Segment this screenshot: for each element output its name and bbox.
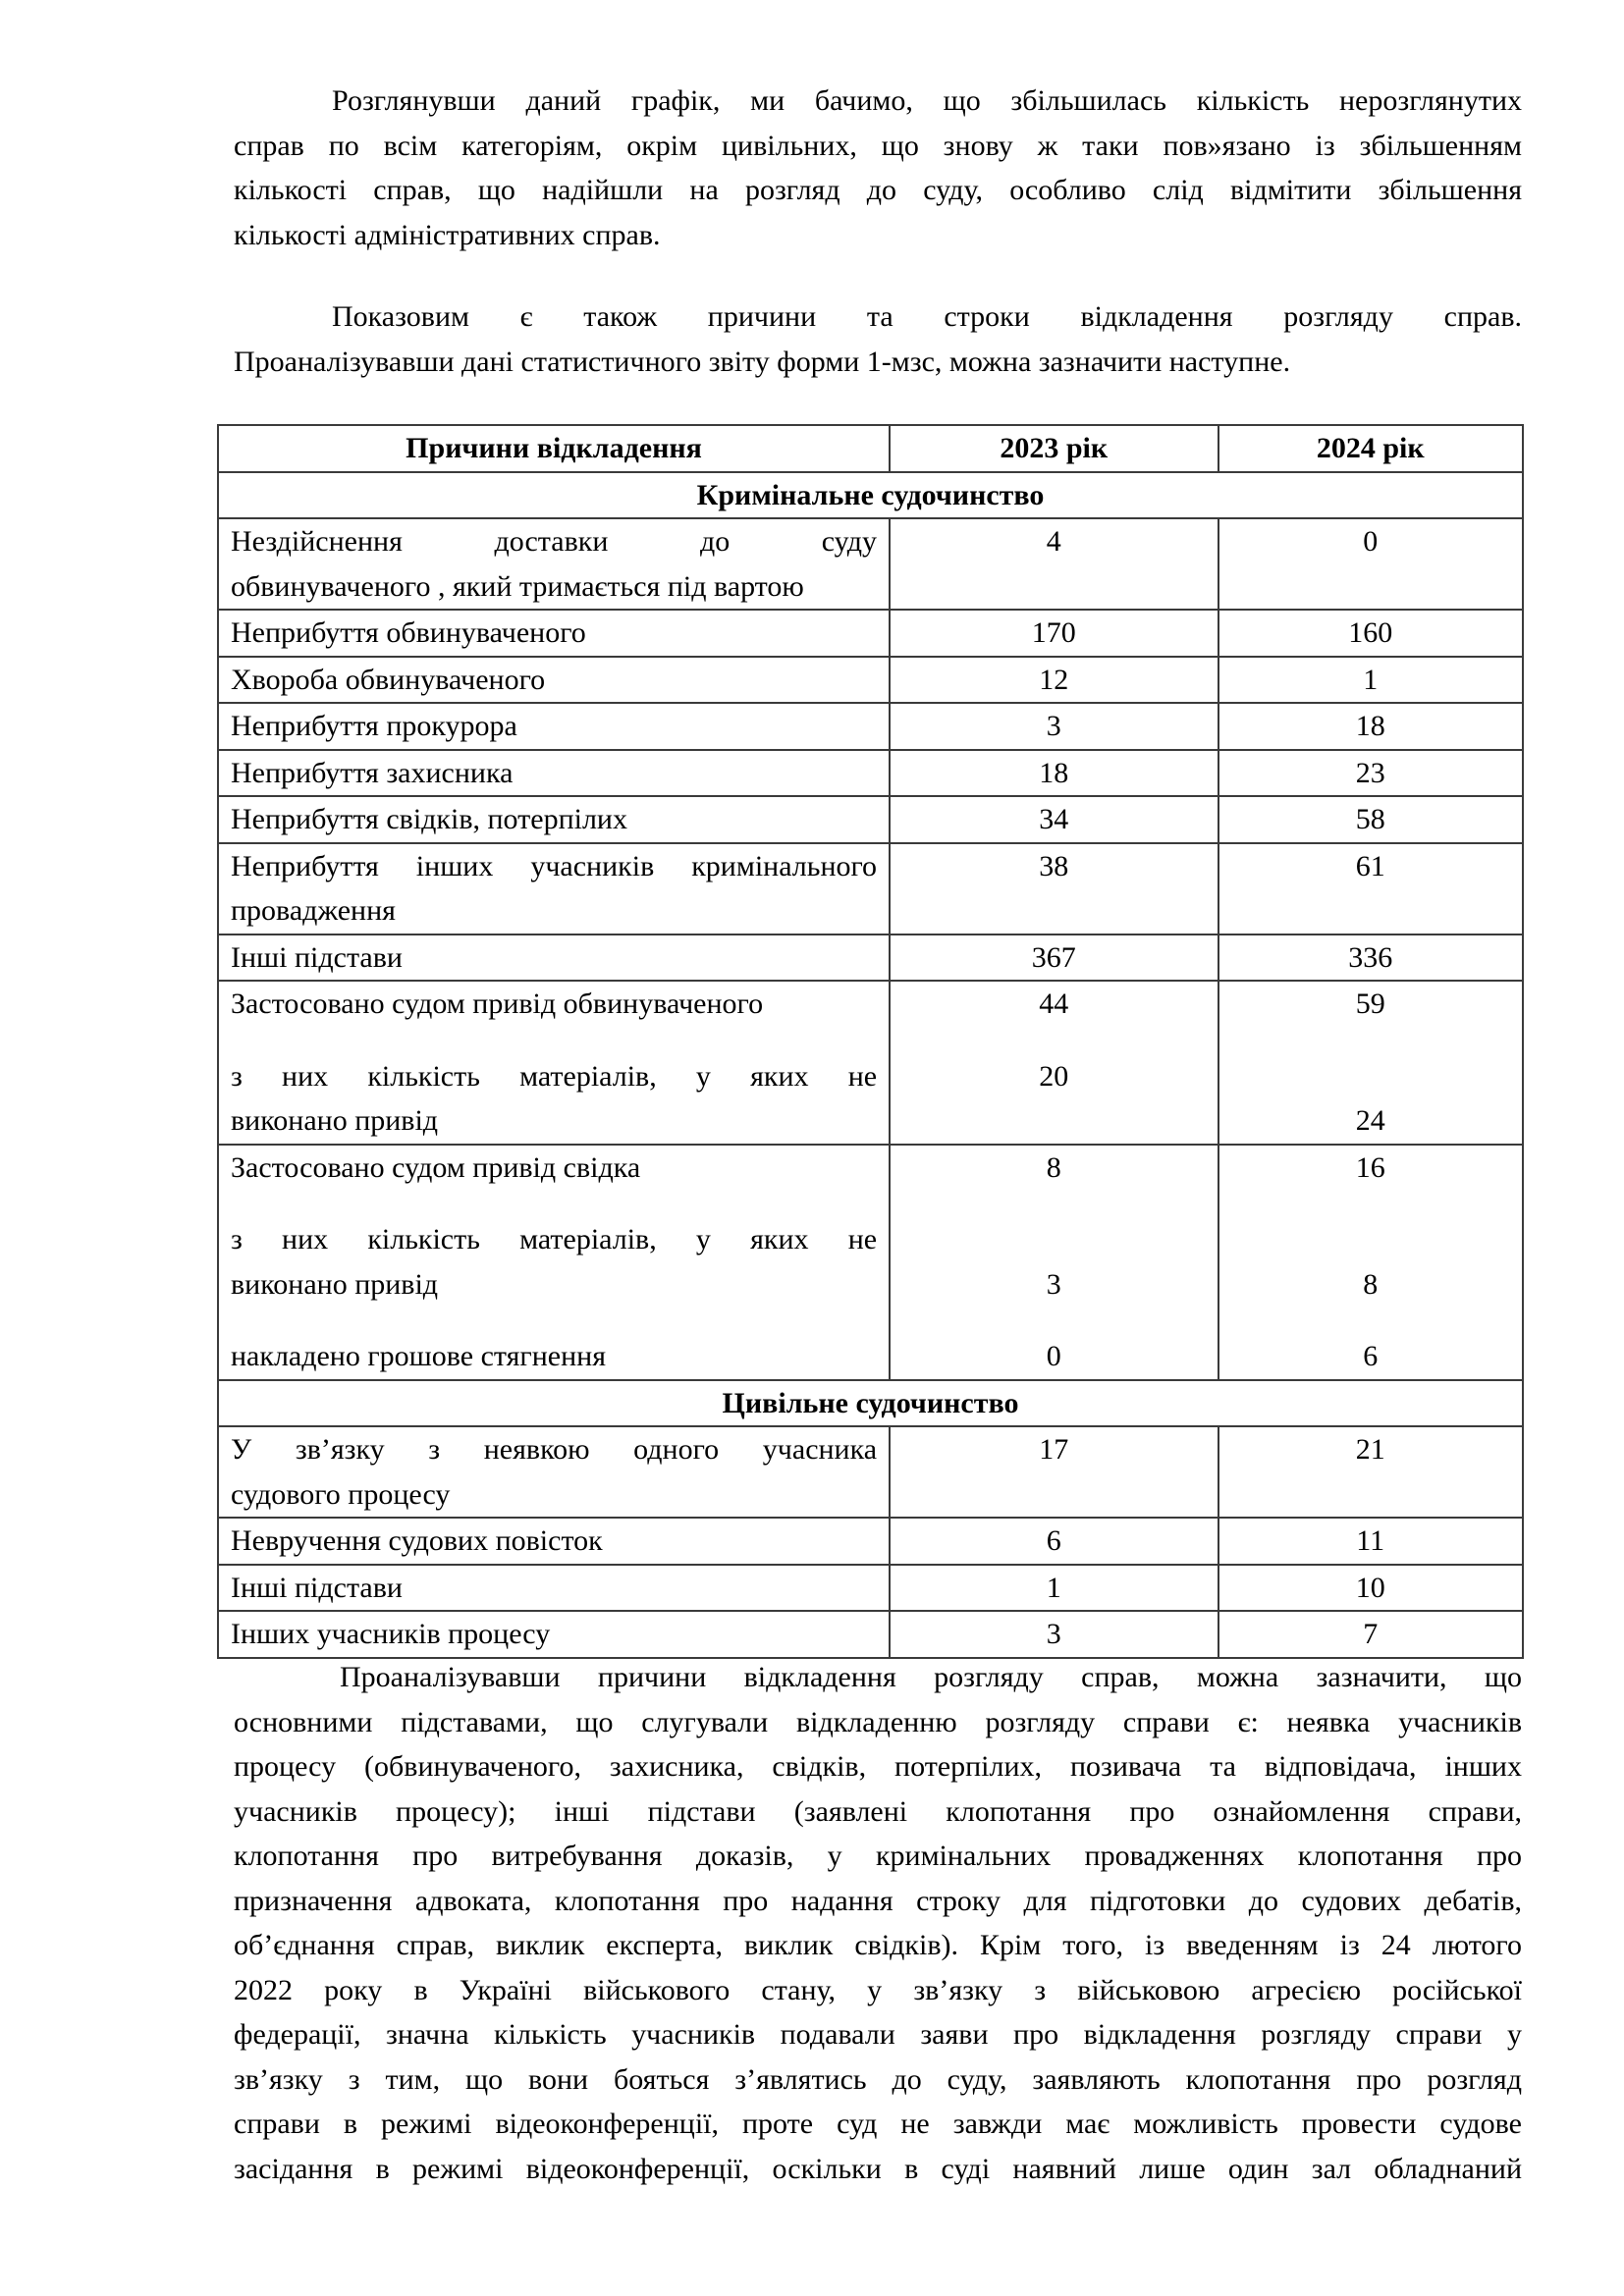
text-line: процесу (обвинуваченого, захисника, свідків, потерпілих, позивача та відповідача, інших xyxy=(234,1750,1522,1783)
label-line: обвинуваченого , який тримається під вартою xyxy=(231,569,804,603)
value-2024: 160 xyxy=(1218,610,1524,657)
label-line: провадження xyxy=(231,894,396,927)
sub-label-line: накладено грошове стягнення xyxy=(231,1340,606,1372)
value-2023 xyxy=(890,981,1218,1145)
section-row-criminal xyxy=(218,472,1523,519)
value-2023: 3 xyxy=(890,703,1218,750)
text-line: засідання в режимі відеоконференції, оскільки в суді наявний лише один зал обладнаний xyxy=(234,2152,1522,2185)
value: 16 xyxy=(1355,1150,1385,1184)
column-header-reasons: Причини відкладення xyxy=(218,425,890,472)
text-line: Показовим є також причини та строки відкладення розгляду справ. xyxy=(332,300,1522,333)
text-line: кількості справ, що надійшли на розгляд до суду, особливо слід відмітити збільшення xyxy=(234,174,1522,206)
value-2024 xyxy=(1218,981,1524,1145)
value: 8 xyxy=(1046,1150,1061,1184)
table-row-witness-escort xyxy=(218,1145,1523,1380)
value-2024: 61 xyxy=(1218,843,1524,934)
table-header-row xyxy=(218,425,1523,472)
table-row xyxy=(218,1518,1523,1565)
paragraph-postponement-analysis xyxy=(234,1655,1522,2191)
value-2024: 336 xyxy=(1218,934,1524,982)
sub-label-line: з них кількість матеріалів, у яких не xyxy=(231,1223,878,1255)
sub2-value: 0 xyxy=(1046,1340,1061,1372)
text-line: кількості адміністративних справ. xyxy=(234,218,661,251)
row-label: Неприбуття обвинуваченого xyxy=(218,610,890,657)
postponement-reasons-table xyxy=(217,424,1524,1659)
value: 44 xyxy=(1039,988,1069,1020)
text-line: клопотання про витребування доказів, у кримінальних провадженнях клопотання про xyxy=(234,1840,1522,1872)
section-title: Цивільне судочинство xyxy=(218,1380,1523,1427)
value-2023: 1 xyxy=(890,1565,1218,1612)
table-row-defendant-escort xyxy=(218,981,1523,1145)
row-label: Невручення судових повісток xyxy=(218,1518,890,1565)
text-line: Проаналізувавши причини відкладення розгляду справ, можна зазначити, що xyxy=(340,1661,1522,1693)
value-2024 xyxy=(1218,1145,1524,1380)
row-label: Інших учасників процесу xyxy=(218,1611,890,1658)
sub2-value: 6 xyxy=(1363,1340,1379,1372)
table-row xyxy=(218,518,1523,610)
text-line: справ по всім категоріям, окрім цивільних, що знову ж таки пов»язано із збільшенням xyxy=(234,129,1522,162)
table-row xyxy=(218,934,1523,982)
table-row xyxy=(218,1426,1523,1518)
row-label xyxy=(218,981,890,1145)
text-line: Розглянувши даний графік, ми бачимо, що збільшилась кількість нерозглянутих xyxy=(332,84,1522,117)
sub-value: 20 xyxy=(1039,1059,1069,1093)
value-2023: 38 xyxy=(890,843,1218,934)
table-row xyxy=(218,657,1523,704)
value-2024: 10 xyxy=(1218,1565,1524,1612)
table-row xyxy=(218,750,1523,797)
value-2024: 0 xyxy=(1218,518,1524,610)
value-2023: 12 xyxy=(890,657,1218,704)
sub-value: 3 xyxy=(1046,1267,1061,1301)
sub-label-line: виконано привід xyxy=(231,1267,439,1301)
text-line: зв’язку з тим, що вони бояться з’являтись до суду, заявляють клопотання про розгляд xyxy=(234,2062,1522,2096)
row-label xyxy=(218,843,890,934)
paragraph-unreviewed-cases xyxy=(234,79,1522,257)
label-line: Застосовано судом привід обвинуваченого xyxy=(231,988,764,1020)
column-header-2023: 2023 рік xyxy=(890,425,1218,472)
label-line: судового процесу xyxy=(231,1477,451,1511)
text-line: Проаналізувавши дані статистичного звіту форми 1-мзс, можна зазначити наступне. xyxy=(234,345,1291,378)
value-2023: 367 xyxy=(890,934,1218,982)
table-row xyxy=(218,1565,1523,1612)
row-label: Хвороба обвинуваченого xyxy=(218,657,890,704)
row-label: Неприбуття прокурора xyxy=(218,703,890,750)
row-label xyxy=(218,1145,890,1380)
sub-value: 24 xyxy=(1355,1104,1385,1137)
sub-label-line: виконано привід xyxy=(231,1104,439,1137)
table-row xyxy=(218,843,1523,934)
row-label: Інші підстави xyxy=(218,934,890,982)
value-2023: 17 xyxy=(890,1426,1218,1518)
row-label: Неприбуття свідків, потерпілих xyxy=(218,796,890,843)
text-line: федерації, значна кількість учасників подавали заяви про відкладення розгляду справи у xyxy=(234,2018,1522,2051)
paragraph-postponement-intro xyxy=(234,294,1522,384)
column-header-2024: 2024 рік xyxy=(1218,425,1524,472)
value-2023: 170 xyxy=(890,610,1218,657)
value: 59 xyxy=(1355,988,1385,1020)
value-2023: 3 xyxy=(890,1611,1218,1658)
value-2023: 18 xyxy=(890,750,1218,797)
value-2024: 21 xyxy=(1218,1426,1524,1518)
value-2024: 23 xyxy=(1218,750,1524,797)
table-row xyxy=(218,1611,1523,1658)
section-row-civil xyxy=(218,1380,1523,1427)
value-2023: 4 xyxy=(890,518,1218,610)
table-row xyxy=(218,796,1523,843)
label-line: Застосовано судом привід свідка xyxy=(231,1150,641,1184)
text-line: справи в режимі відеоконференції, проте суд не завжди має можливість провести судове xyxy=(234,2108,1522,2140)
table-row xyxy=(218,610,1523,657)
label-line: Нездійснення доставки до суду xyxy=(231,525,878,558)
row-label xyxy=(218,518,890,610)
value-2024: 7 xyxy=(1218,1611,1524,1658)
sub-value: 8 xyxy=(1363,1267,1379,1301)
text-line: основними підставами, що слугували відкладенню розгляду справи є: неявка учасників xyxy=(234,1705,1522,1738)
section-title: Кримінальне судочинство xyxy=(218,472,1523,519)
row-label: Неприбуття захисника xyxy=(218,750,890,797)
text-line: 2022 року в Україні військового стану, у зв’язку з військовою агресією російської xyxy=(234,1973,1522,2006)
row-label: Інші підстави xyxy=(218,1565,890,1612)
value-2024: 1 xyxy=(1218,657,1524,704)
label-line: Неприбуття інших учасників кримінального xyxy=(231,849,878,882)
value-2024: 11 xyxy=(1218,1518,1524,1565)
value-2023: 34 xyxy=(890,796,1218,843)
value-2024: 58 xyxy=(1218,796,1524,843)
text-line: призначення адвоката, клопотання про надання строку для підготовки до судових дебатів, xyxy=(234,1884,1522,1917)
sub-label-line: з них кількість матеріалів, у яких не xyxy=(231,1059,878,1093)
value-2023 xyxy=(890,1145,1218,1380)
value-2023: 6 xyxy=(890,1518,1218,1565)
row-label xyxy=(218,1426,890,1518)
value-2024: 18 xyxy=(1218,703,1524,750)
label-line: У зв’язку з неявкою одного учасника xyxy=(231,1433,878,1466)
table-row xyxy=(218,703,1523,750)
text-line: учасників процесу); інші підстави (заявлені клопотання про ознайомлення справи, xyxy=(234,1794,1522,1828)
text-line: об’єднання справ, виклик експерта, виклик свідків). Крім того, із введенням із 24 лютого xyxy=(234,1929,1522,1961)
